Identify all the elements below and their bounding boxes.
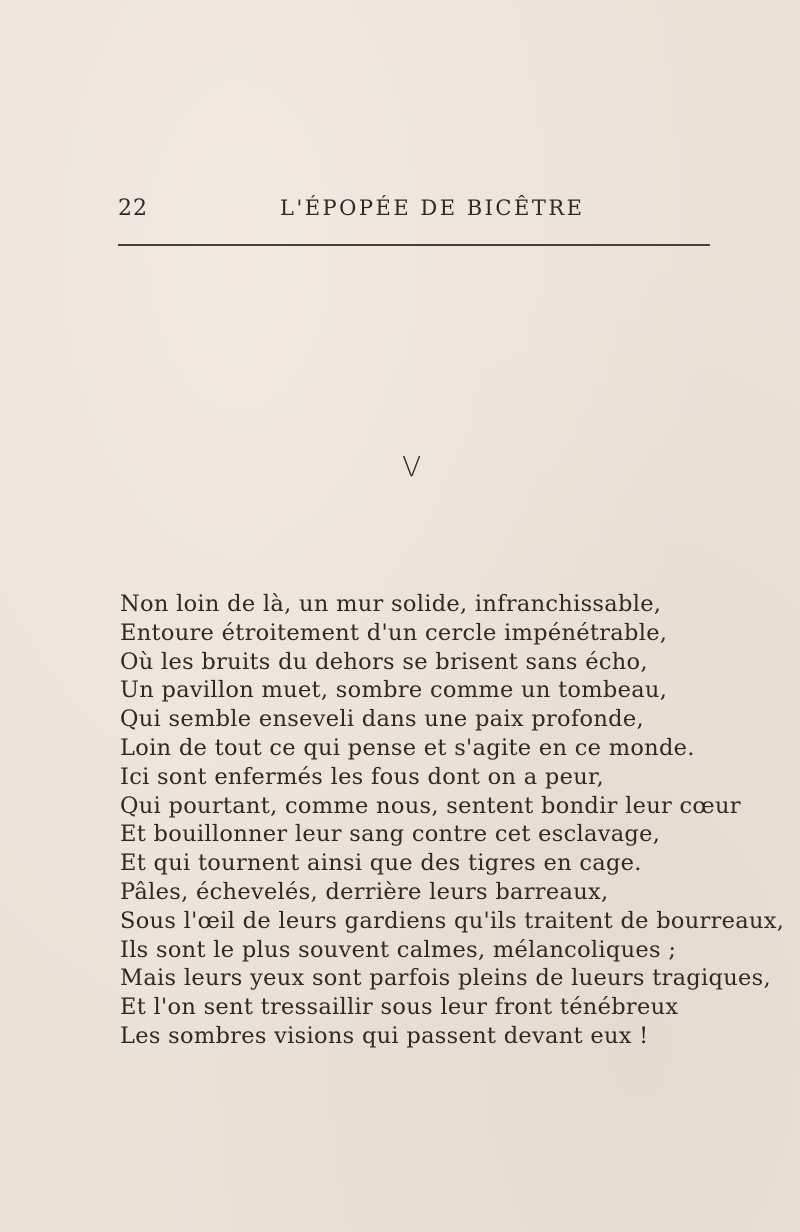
poem-line: Sous l'œil de leurs gardiens qu'ils traitent de bourreaux, — [120, 907, 785, 934]
poem-line: Loin de tout ce qui pense et s'agite en ce monde. — [120, 734, 695, 761]
poem-line: Qui semble enseveli dans une paix profonde, — [120, 706, 644, 733]
poem-line: Et bouillonner leur sang contre cet esclavage, — [120, 821, 661, 848]
header-rule — [118, 244, 710, 246]
section-number: V — [402, 450, 422, 483]
poem-line: Ici sont enfermés les fous dont on a peur, — [120, 763, 605, 790]
poem-line: Ils sont le plus souvent calmes, mélancoliques ; — [120, 936, 677, 963]
poem-line: Les sombres visions qui passent devant eux ! — [120, 1022, 649, 1049]
poem-line: Non loin de là, un mur solide, infranchissable, — [120, 591, 662, 617]
poem-line: Et l'on sent tressaillir sous leur front ténébreux — [120, 994, 679, 1021]
poem-line: Un pavillon muet, sombre comme un tombeau, — [120, 677, 668, 704]
poem-line: Et qui tournent ainsi que des tigres en cage. — [120, 850, 642, 877]
running-title: L'ÉPOPÉE DE BICÊTRE — [280, 196, 585, 220]
poem-line: Où les bruits du dehors se brisent sans écho, — [120, 648, 648, 675]
poem-line: Qui pourtant, comme nous, sentent bondir leur cœur — [120, 792, 741, 819]
poem-line: Entoure étroitement d'un cercle impénétrable, — [120, 619, 668, 646]
poem-line: Pâles, échevelés, derrière leurs barreaux, — [120, 878, 609, 905]
running-head — [118, 196, 710, 226]
page-number: 22 — [118, 196, 148, 221]
poem-body — [120, 590, 790, 1051]
poem-line: Mais leurs yeux sont parfois pleins de lueurs tragiques, — [120, 965, 771, 992]
